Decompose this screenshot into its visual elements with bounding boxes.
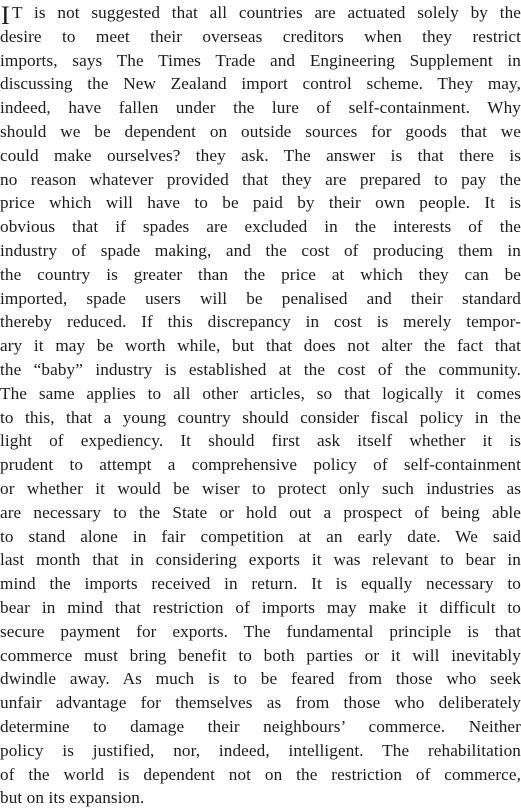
article-line: obvious that if spades are excluded in the interests of the <box>0 217 521 237</box>
article-line: or whether it would be wiser to protect only such industries as <box>0 478 521 498</box>
article-line: bear in mind that restriction of imports may make it difficult to <box>0 597 521 617</box>
article-body <box>0 1 521 810</box>
article-line: imports, says The Times Trade and Engineering Supplement in <box>0 50 521 70</box>
article-line: prudent to attempt a comprehensive policy of self-containment <box>0 455 521 475</box>
article-line: policy is justified, nor, indeed, intelligent. The rehabilitation <box>0 740 521 760</box>
article-line: imported, spade users will be penalised and their standard <box>0 288 521 308</box>
article-line: desire to meet their overseas creditors when they restrict <box>0 26 521 46</box>
article-line: commerce must bring benefit to both parties or it will inevitably <box>0 645 521 665</box>
article-line: could make ourselves? they ask. The answer is that there is <box>0 145 521 165</box>
article-line: of the world is dependent not on the restriction of commerce, <box>0 764 521 784</box>
article-line: no reason whatever provided that they are prepared to pay the <box>0 169 521 189</box>
article-line: to stand alone in fair competition at an early date. We said <box>0 526 521 546</box>
article-line: light of expediency. It should first ask itself whether it is <box>0 431 521 451</box>
article-line: mind the imports received in return. It is equally necessary to <box>0 574 521 594</box>
article-line: should we be dependent on outside sources for goods that we <box>0 121 521 141</box>
article-line: thereby reduced. If this discrepancy in cost is merely tempor- <box>0 312 521 332</box>
article-line: indeed, have fallen under the lure of self-containment. Why <box>0 98 521 118</box>
article-line: discussing the New Zealand import control scheme. They may, <box>0 74 521 94</box>
article-line: secure payment for exports. The fundamental principle is that <box>0 621 521 641</box>
drop-cap-initial: I <box>1 1 10 30</box>
article-line: last month that in considering exports it was relevant to bear in <box>0 550 521 570</box>
article-line: the country is greater than the price at which they can be <box>0 264 521 284</box>
article-line: to this, that a young country should consider fiscal policy in the <box>0 407 521 427</box>
article-line: determine to damage their neighbours’ commerce. Neither <box>0 716 521 736</box>
article-line: ary it may be worth while, but that does not alter the fact that <box>0 336 521 356</box>
article-line: dwindle away. As much is to be feared from those who seek <box>0 669 521 689</box>
article-line: are necessary to the State or hold out a prospect of being able <box>0 502 521 522</box>
article-line: The same applies to all other articles, so that logically it comes <box>0 383 521 403</box>
article-line: the “baby” industry is established at the cost of the community. <box>0 359 521 379</box>
article-line: price which will have to be paid by their own people. It is <box>0 193 521 213</box>
article-line: industry of spade making, and the cost of producing them in <box>0 240 521 260</box>
article-line: but on its expansion. <box>0 788 145 808</box>
article-line: unfair advantage for themselves as from those who deliberately <box>0 693 521 713</box>
article-first-line: T is not suggested that all countries are actuated solely by the <box>12 3 521 22</box>
